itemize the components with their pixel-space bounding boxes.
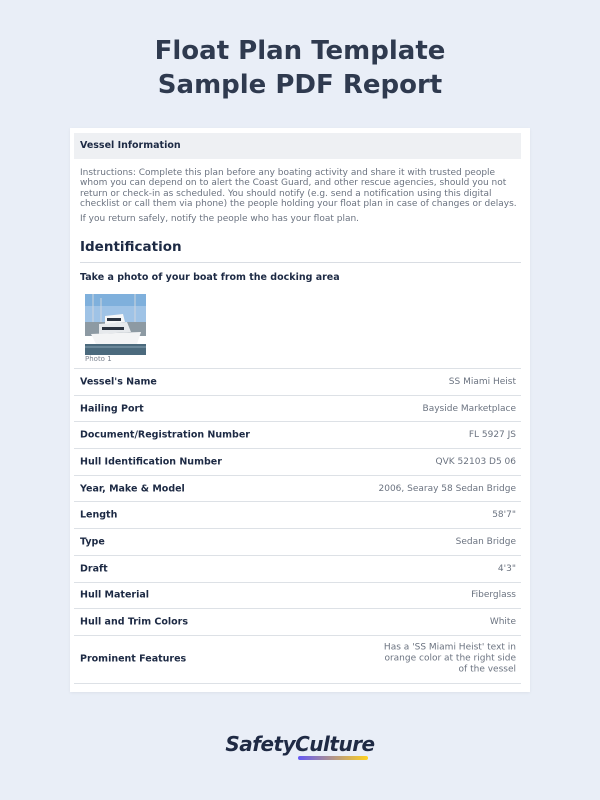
row-value: White [489,617,516,628]
page-title-line-1: Float Plan Template [154,36,446,66]
row-label: Hull Material [80,589,149,601]
table-row [74,555,521,582]
row-value: SS Miami Heist [448,376,516,387]
row-label: Document/Registration Number [80,429,250,441]
table-row [74,528,521,555]
row-value: Fiberglass [471,590,516,601]
identification-table [74,368,521,684]
row-label: Vessel's Name [80,376,157,388]
row-label: Type [80,536,105,548]
row-label: Length [80,509,118,521]
row-label: Year, Make & Model [80,483,185,495]
section-heading: Vessel Information [74,133,521,159]
row-value: Has a 'SS Miami Heist' text in orange color at the right side of the vessel [383,642,516,675]
row-label: Prominent Features [80,653,187,665]
row-value: Bayside Marketplace [422,403,516,414]
table-row [74,501,521,528]
row-label: Draft [80,563,108,575]
identification-title: Identification [80,239,182,255]
brand-underline [298,756,368,760]
page-title [0,34,600,102]
row-label: Hailing Port [80,403,144,415]
table-row [74,635,521,684]
row-value: Sedan Bridge [455,536,516,547]
boat-photo-image [85,294,146,355]
report-document [70,128,530,692]
table-row [74,395,521,422]
instructions-text: Instructions: Complete this plan before any boating activity and share it with trusted people whom you can depend on to alert the Coast Guard, and other rescue agencies, should you not return or check-in as scheduled. You should notify (e.g. send a notification using this digital checklist or call them via phone) the people holding your float plan in case of changes or delays. [80,168,517,210]
photo-caption: Photo 1 [85,355,112,363]
row-value: FL 5927 JS [468,430,516,441]
notify-text: If you return safely, notify the people who has your float plan. [80,214,360,224]
table-row [74,368,521,395]
row-value: 2006, Searay 58 Sedan Bridge [378,483,516,494]
brand-logo [0,732,600,756]
divider [80,262,521,263]
brand-wordmark: SafetyCulture [225,732,375,756]
table-row [74,475,521,502]
page-title-line-2: Sample PDF Report [157,70,443,100]
photo-prompt: Take a photo of your boat from the docking area [80,272,340,283]
row-value: 58'7" [492,510,516,521]
table-row [74,582,521,609]
table-row [74,448,521,475]
table-row [74,608,521,635]
row-label: Hull Identification Number [80,456,222,468]
boat-photo[interactable] [85,294,146,355]
row-value: 4'3" [497,563,516,574]
row-label: Hull and Trim Colors [80,616,189,628]
table-row [74,421,521,448]
row-value: QVK 52103 D5 06 [435,456,516,467]
